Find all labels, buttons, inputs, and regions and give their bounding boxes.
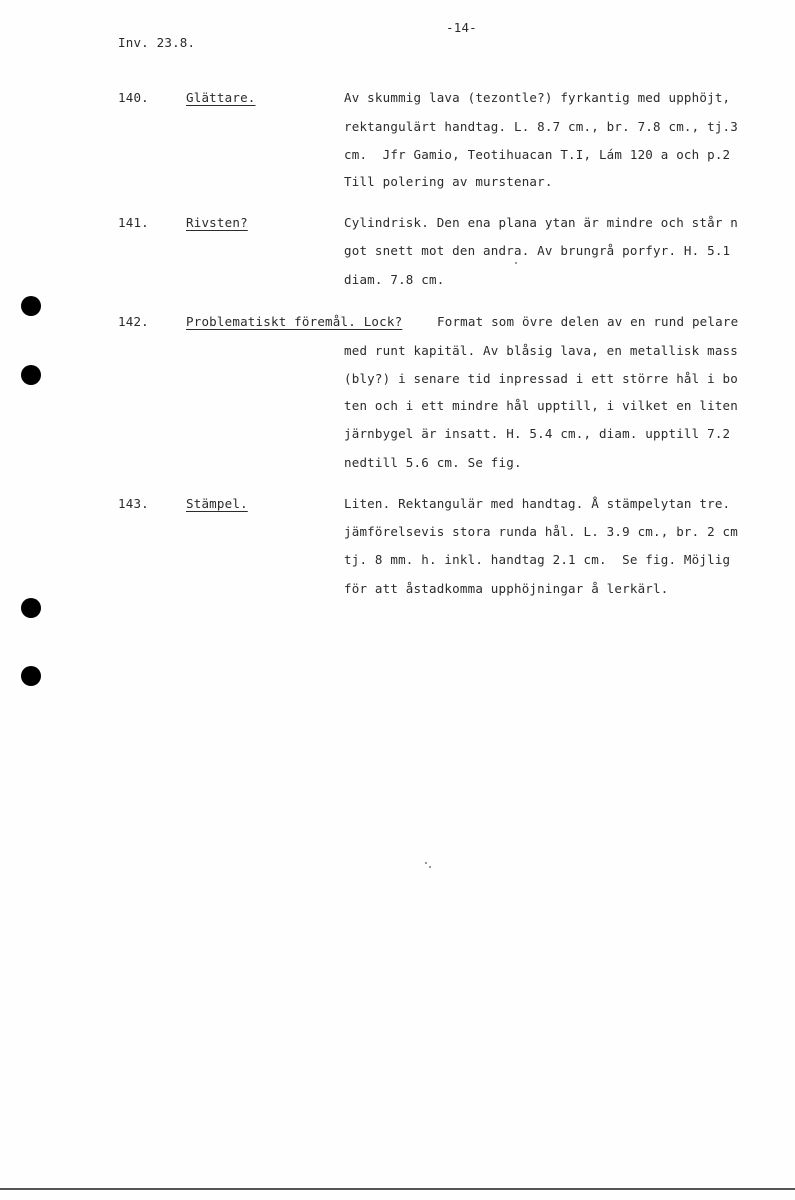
entry-line: Cylindrisk. Den ena plana ytan är mindre och står n	[344, 215, 739, 230]
entry-number: 142.	[118, 314, 149, 329]
entry-line: med runt kapitäl. Av blåsig lava, en metallisk mass	[344, 343, 739, 358]
entry-line: tj. 8 mm. h. inkl. handtag 2.1 cm. Se fig. Möjlig	[344, 552, 731, 567]
scan-speck	[429, 866, 431, 868]
page-number: -14-	[446, 20, 477, 35]
entry-line: diam. 7.8 cm.	[344, 272, 445, 287]
punch-hole	[21, 296, 41, 316]
entry-line: nedtill 5.6 cm. Se fig.	[344, 455, 522, 470]
entry-line: järnbygel är insatt. H. 5.4 cm., diam. upptill 7.2	[344, 426, 731, 441]
entry-name: Problematiskt föremål. Lock?	[186, 314, 403, 329]
entry-line: cm. Jfr Gamio, Teotihuacan T.I, Lám 120 a och p.2	[344, 147, 731, 162]
entry-line: ten och i ett mindre hål upptill, i vilket en liten	[344, 398, 739, 413]
punch-hole	[21, 666, 41, 686]
entry-line: Av skummig lava (tezontle?) fyrkantig med upphöjt,	[344, 90, 731, 105]
entry-line: Liten. Rektangulär med handtag. Å stämpelytan tre.	[344, 496, 731, 511]
entry-number: 141.	[118, 215, 149, 230]
entry-number: 143.	[118, 496, 149, 511]
entry-line: (bly?) i senare tid inpressad i ett större hål i bo	[344, 371, 739, 386]
inventory-number: Inv. 23.8.	[118, 35, 196, 50]
entry-name: Glättare.	[186, 90, 256, 105]
entry-line: rektangulärt handtag. L. 8.7 cm., br. 7.8 cm., tj.3	[344, 119, 739, 134]
entry-line: got snett mot den andra. Av brungrå porfyr. H. 5.1	[344, 243, 731, 258]
entry-line: Format som övre delen av en rund pelare	[437, 314, 739, 329]
entry-number: 140.	[118, 90, 149, 105]
entry-name: Stämpel.	[186, 496, 248, 511]
punch-hole	[21, 365, 41, 385]
entry-name: Rivsten?	[186, 215, 248, 230]
entry-line: jämförelsevis stora runda hål. L. 3.9 cm., br. 2 cm	[344, 524, 739, 539]
punch-hole	[21, 598, 41, 618]
entry-line: Till polering av murstenar.	[344, 174, 553, 189]
scan-speck	[425, 862, 427, 864]
scan-speck	[515, 262, 517, 264]
page-bottom-edge	[0, 1188, 795, 1190]
entry-line: för att åstadkomma upphöjningar å lerkärl.	[344, 581, 669, 596]
